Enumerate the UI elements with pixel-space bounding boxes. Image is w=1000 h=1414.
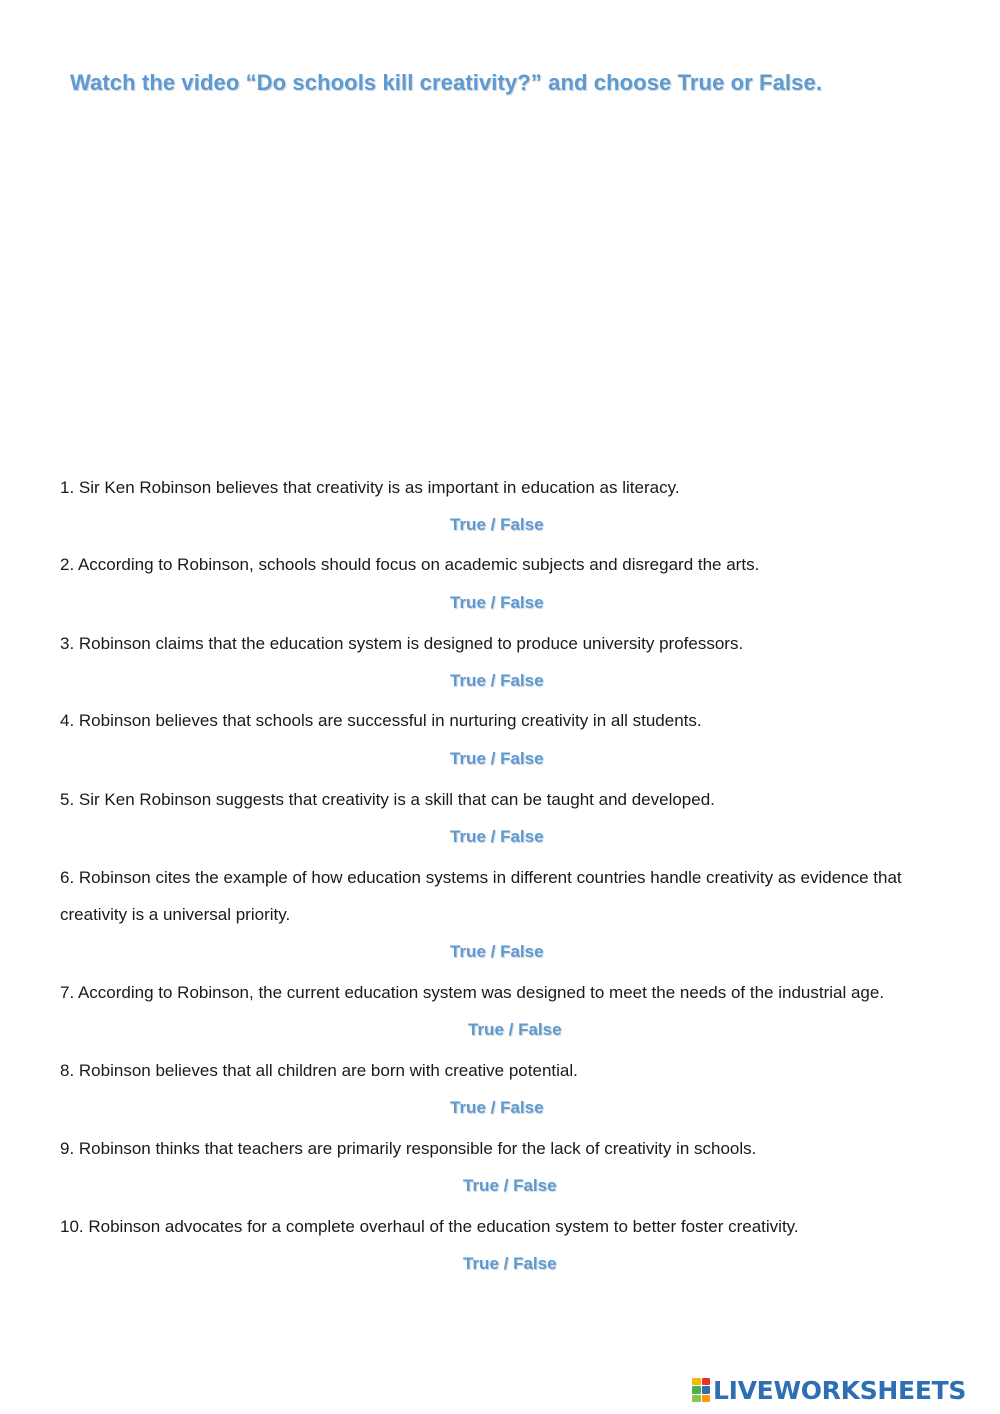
question-2: 2. According to Robinson, schools should focus on academic subjects and disregard the arts. [60, 555, 760, 574]
true-false-choice-4[interactable]: True / False [450, 749, 544, 768]
true-false-choice-7[interactable]: True / False [468, 1020, 562, 1039]
true-false-choice-5[interactable]: True / False [450, 827, 544, 846]
question-10: 10. Robinson advocates for a complete overhaul of the education system to better foster creativity. [60, 1217, 799, 1236]
true-false-choice-10[interactable]: True / False [463, 1254, 557, 1273]
page-title: Watch the video “Do schools kill creativity?” and choose True or False. [70, 70, 823, 95]
true-false-choice-9[interactable]: True / False [463, 1176, 557, 1195]
liveworksheets-logo-icon [692, 1378, 710, 1402]
true-false-choice-8[interactable]: True / False [450, 1098, 544, 1117]
question-5: 5. Sir Ken Robinson suggests that creativity is a skill that can be taught and developed. [60, 790, 715, 809]
question-4: 4. Robinson believes that schools are successful in nurturing creativity in all students. [60, 711, 702, 730]
question-7: 7. According to Robinson, the current education system was designed to meet the needs of the industrial age. [60, 983, 885, 1002]
true-false-choice-6[interactable]: True / False [450, 942, 544, 961]
true-false-choice-1[interactable]: True / False [450, 515, 544, 534]
liveworksheets-logo [692, 1375, 966, 1405]
true-false-choice-3[interactable]: True / False [450, 671, 544, 690]
question-8: 8. Robinson believes that all children are born with creative potential. [60, 1061, 578, 1080]
logo-text: LIVEWORKSHEETS [713, 1375, 967, 1405]
question-9: 9. Robinson thinks that teachers are primarily responsible for the lack of creativity in schools. [60, 1139, 757, 1158]
question-6: 6. Robinson cites the example of how education systems in different countries handle creativity as evidence that creativity is a universal priority. [60, 868, 902, 924]
true-false-choice-2[interactable]: True / False [450, 593, 544, 612]
question-3: 3. Robinson claims that the education system is designed to produce university professors. [60, 634, 744, 653]
question-1: 1. Sir Ken Robinson believes that creativity is as important in education as literacy. [60, 478, 680, 497]
